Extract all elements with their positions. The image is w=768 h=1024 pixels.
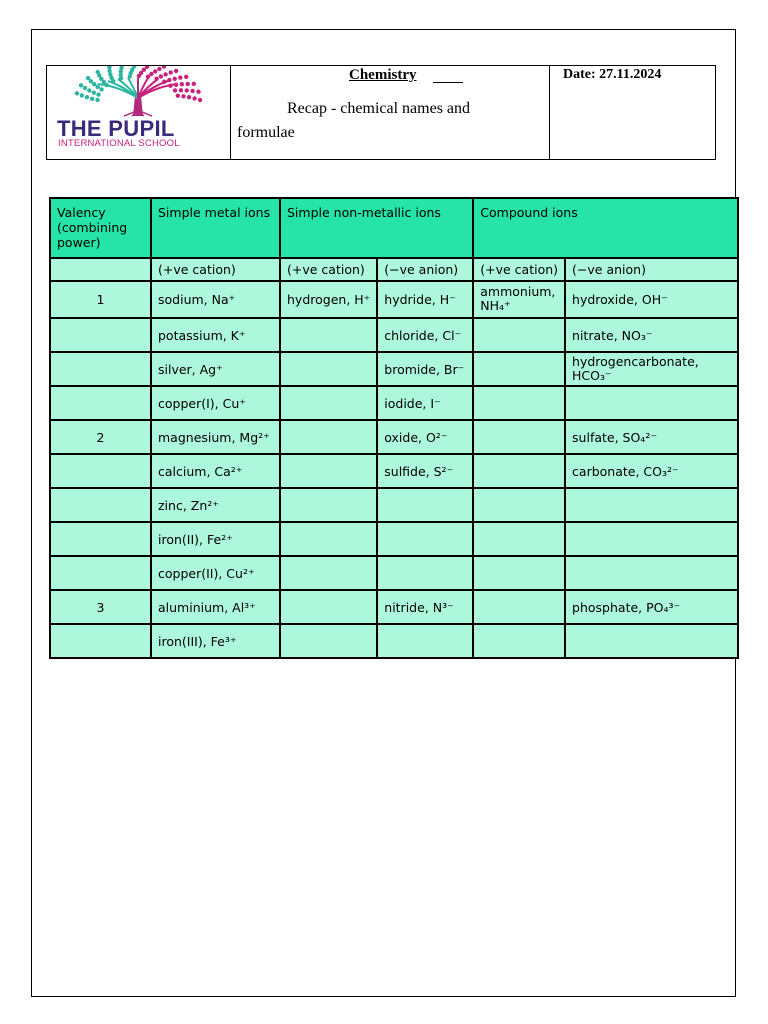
cell-compound-anion: hydrogencarbonate, HCO₃⁻ [565,352,738,386]
cell-compound-cation [473,624,565,658]
table-subheader-row [50,258,738,281]
logo-title: THE PUPIL [57,116,175,141]
table-row [50,590,738,624]
cell-valency: 2 [50,420,151,454]
cell-compound-anion [565,556,738,590]
cell-metal-cation: aluminium, Al³⁺ [151,590,280,624]
cell-nonmetal-anion [377,488,473,522]
table-row [50,281,738,318]
header-simple-metal-ions: Simple metal ions [151,198,280,258]
cell-nonmetal-cation [280,420,377,454]
cell-metal-cation: zinc, Zn²⁺ [151,488,280,522]
table-row [50,318,738,352]
school-logo [47,66,230,159]
header-valency: Valency (combining power) [50,198,151,258]
date-cell [550,66,715,159]
cell-compound-anion: phosphate, PO₄³⁻ [565,590,738,624]
table-row [50,454,738,488]
cell-valency [50,386,151,420]
table-row [50,352,738,386]
cell-metal-cation: iron(II), Fe²⁺ [151,522,280,556]
recap-title-line2: formulae [237,124,295,141]
cell-compound-anion [565,488,738,522]
cell-metal-cation: copper(II), Cu²⁺ [151,556,280,590]
header-box [46,65,716,160]
subheader-nonmetal-cation: (+ve cation) [280,258,377,281]
table-row [50,420,738,454]
table-row [50,624,738,658]
cell-nonmetal-anion: bromide, Br⁻ [377,352,473,386]
cell-compound-anion [565,386,738,420]
subheader-nonmetal-anion: (−ve anion) [377,258,473,281]
cell-valency [50,522,151,556]
table-row [50,522,738,556]
cell-nonmetal-cation [280,454,377,488]
cell-compound-cation [473,352,565,386]
cell-nonmetal-cation [280,522,377,556]
cell-nonmetal-cation [280,556,377,590]
cell-valency: 3 [50,590,151,624]
cell-valency [50,318,151,352]
cell-compound-anion: nitrate, NO₃⁻ [565,318,738,352]
cell-nonmetal-anion: nitride, N³⁻ [377,590,473,624]
cell-nonmetal-anion: oxide, O²⁻ [377,420,473,454]
cell-nonmetal-anion: sulfide, S²⁻ [377,454,473,488]
cell-valency [50,556,151,590]
cell-nonmetal-anion [377,556,473,590]
ions-table [49,197,739,659]
cell-compound-cation [473,454,565,488]
cell-compound-cation [473,318,565,352]
cell-nonmetal-anion [377,624,473,658]
cell-valency [50,352,151,386]
cell-nonmetal-anion: chloride, Cl⁻ [377,318,473,352]
subject-title: Chemistry [349,67,417,83]
cell-metal-cation: potassium, K⁺ [151,318,280,352]
cell-nonmetal-cation [280,624,377,658]
subheader-compound-anion: (−ve anion) [565,258,738,281]
header-simple-non-metallic-ions: Simple non-metallic ions [280,198,473,258]
cell-metal-cation: sodium, Na⁺ [151,281,280,318]
cell-nonmetal-cation [280,590,377,624]
cell-valency [50,488,151,522]
cell-metal-cation: magnesium, Mg²⁺ [151,420,280,454]
cell-nonmetal-cation [280,386,377,420]
cell-compound-cation [473,556,565,590]
cell-valency [50,454,151,488]
cell-compound-anion: hydroxide, OH⁻ [565,281,738,318]
cell-valency [50,624,151,658]
cell-nonmetal-anion: iodide, I⁻ [377,386,473,420]
logo-subtitle: INTERNATIONAL SCHOOL [58,138,180,149]
cell-compound-anion [565,624,738,658]
cell-valency: 1 [50,281,151,318]
cell-compound-cation [473,590,565,624]
cell-nonmetal-cation [280,318,377,352]
cell-compound-anion [565,522,738,556]
table-row [50,488,738,522]
header-compound-ions: Compound ions [473,198,738,258]
subheader-empty [50,258,151,281]
cell-nonmetal-anion [377,522,473,556]
cell-compound-anion: sulfate, SO₄²⁻ [565,420,738,454]
cell-nonmetal-cation [280,352,377,386]
title-cell [230,65,550,160]
cell-nonmetal-cation [280,488,377,522]
cell-metal-cation: iron(III), Fe³⁺ [151,624,280,658]
date-label: Date: 27.11.2024 [563,67,662,82]
cell-metal-cation: copper(I), Cu⁺ [151,386,280,420]
cell-metal-cation: calcium, Ca²⁺ [151,454,280,488]
subheader-metal-cation: (+ve cation) [151,258,280,281]
table-header-row [50,198,738,258]
recap-title-line1: Recap - chemical names and [287,100,471,117]
subheader-compound-cation: (+ve cation) [473,258,565,281]
cell-nonmetal-cation: hydrogen, H⁺ [280,281,377,318]
cell-compound-cation [473,488,565,522]
cell-compound-anion: carbonate, CO₃²⁻ [565,454,738,488]
cell-compound-cation [473,386,565,420]
cell-compound-cation: ammonium, NH₄⁺ [473,281,565,318]
table-row [50,386,738,420]
cell-nonmetal-anion: hydride, H⁻ [377,281,473,318]
subject-underline [433,82,463,83]
cell-compound-cation [473,522,565,556]
cell-metal-cation: silver, Ag⁺ [151,352,280,386]
table-row [50,556,738,590]
cell-compound-cation [473,420,565,454]
